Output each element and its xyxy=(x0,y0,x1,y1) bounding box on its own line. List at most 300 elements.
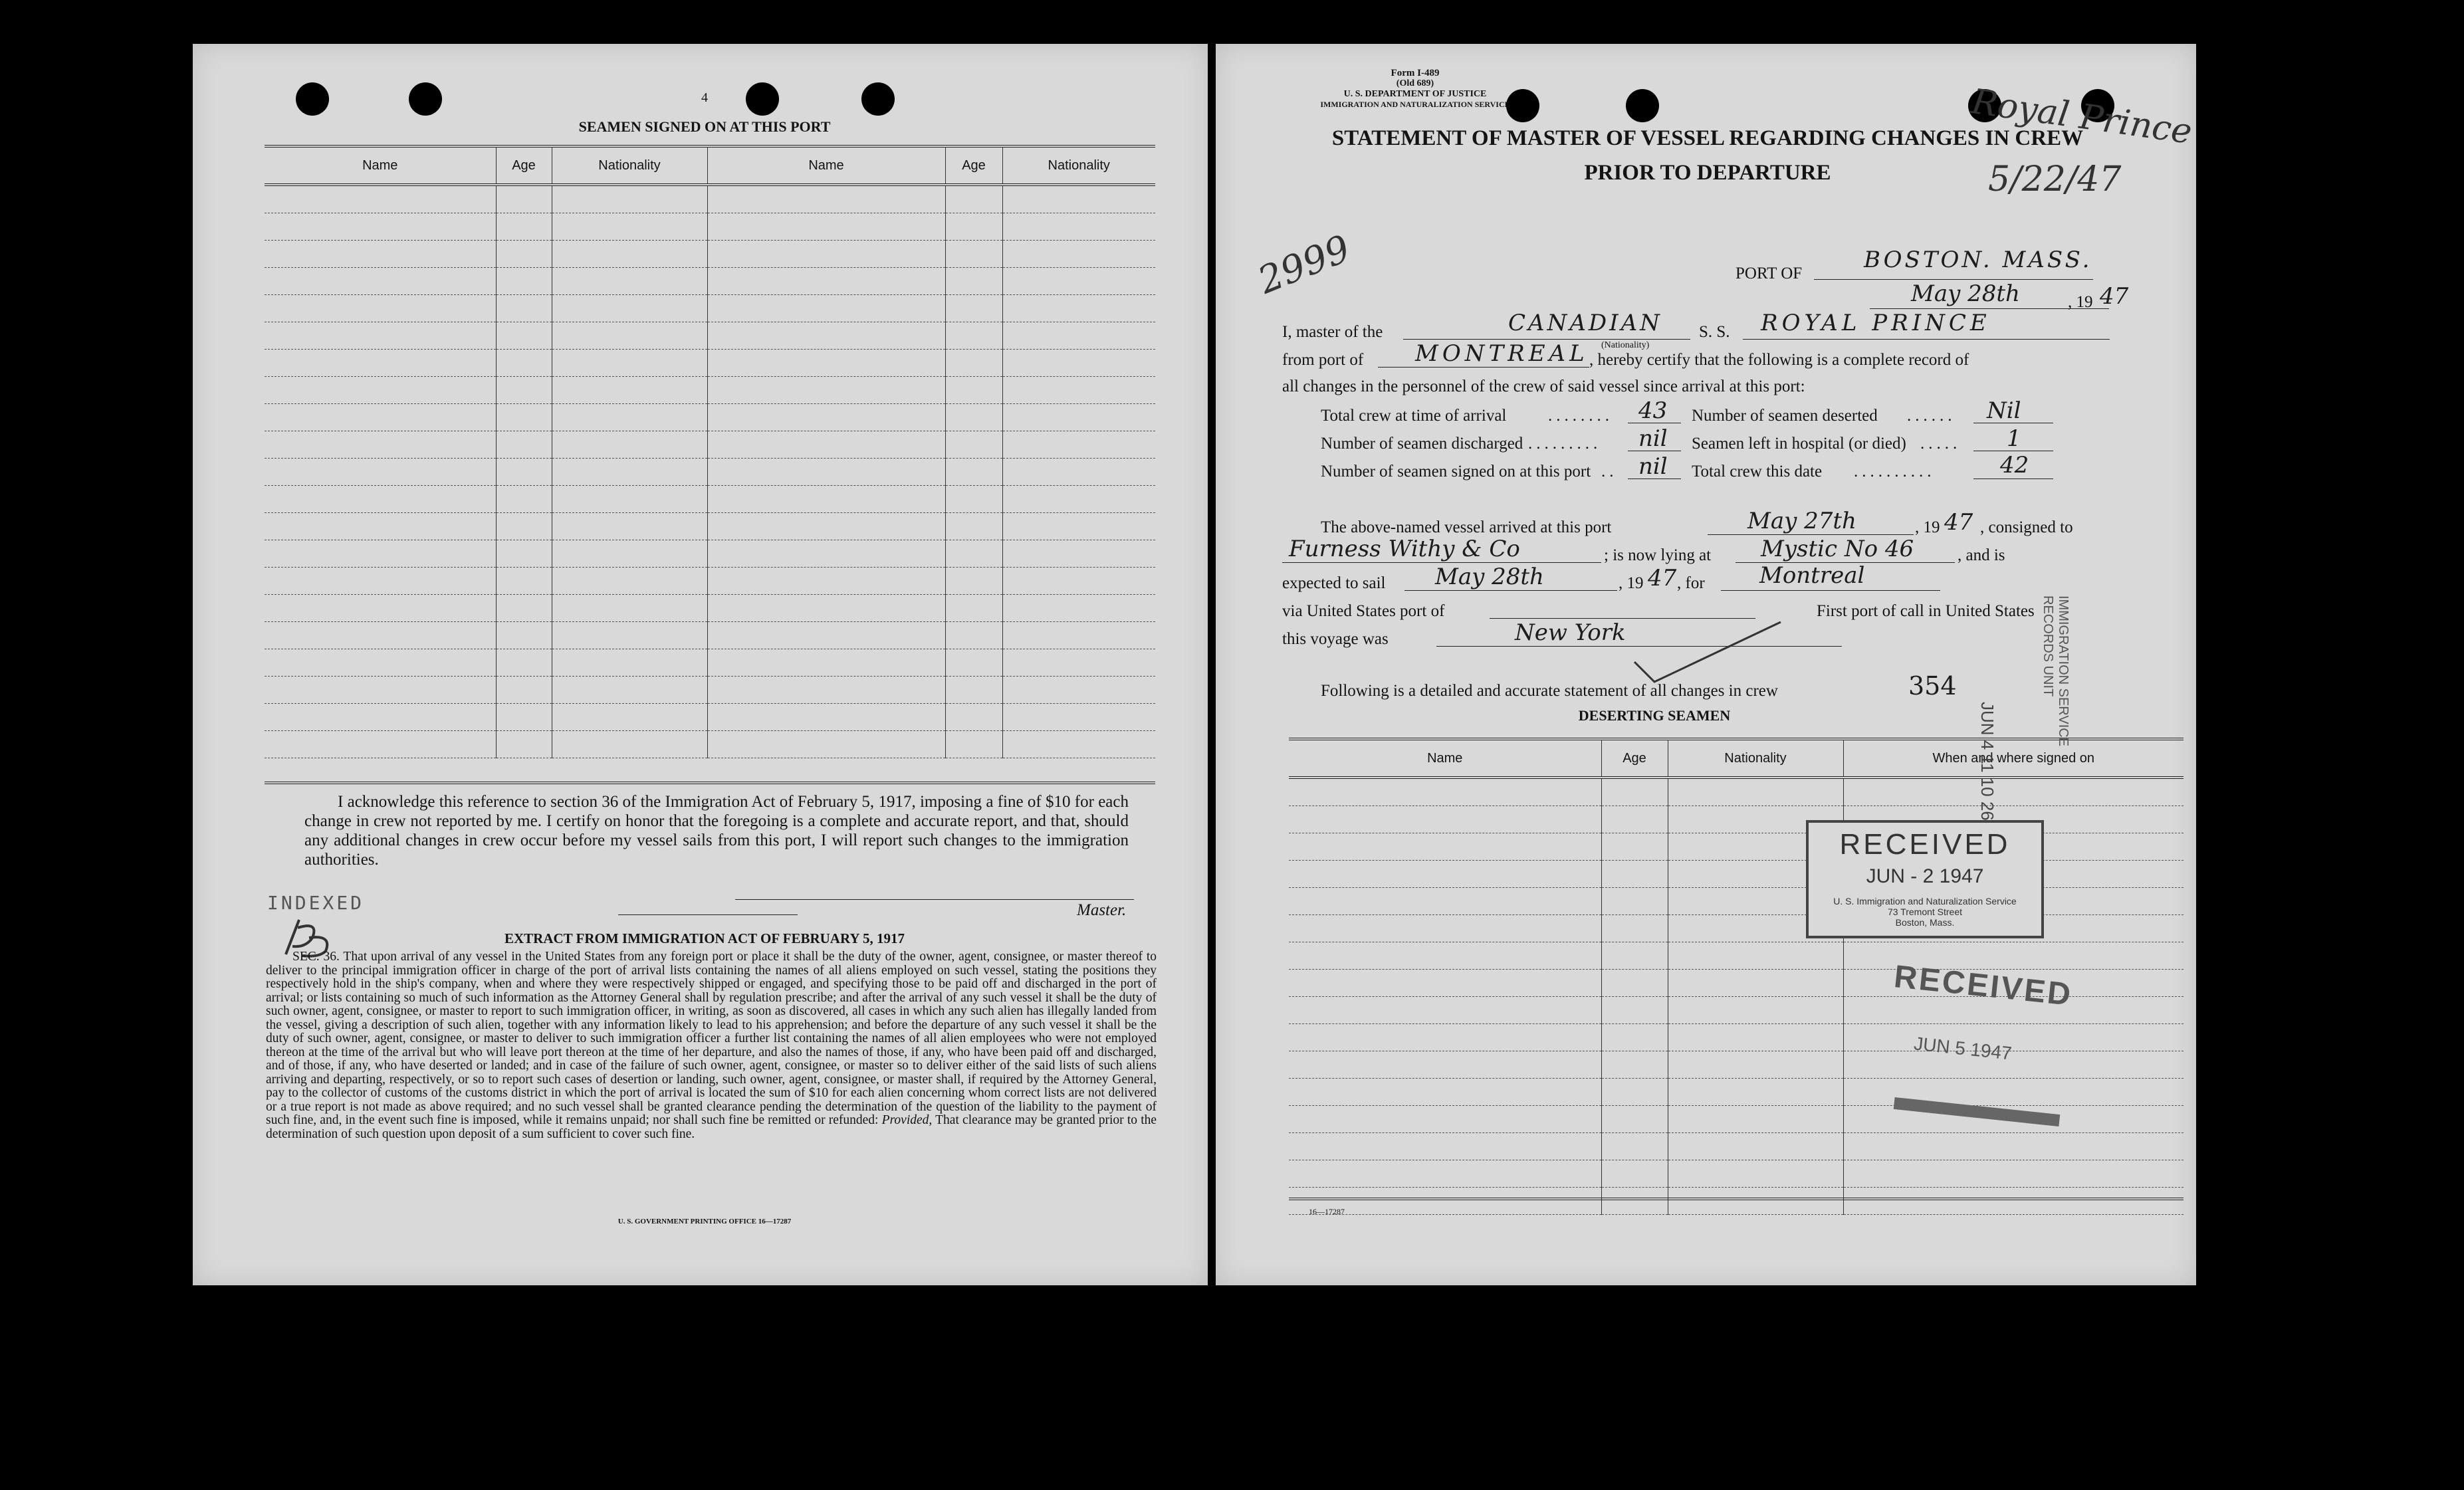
table-cell xyxy=(1002,322,1155,350)
table-cell xyxy=(945,513,1002,540)
table-cell xyxy=(496,540,552,568)
ship-value: ROYAL PRINCE xyxy=(1761,310,1991,336)
table-cell xyxy=(496,404,552,431)
table-cell xyxy=(1289,915,1601,942)
table-cell xyxy=(1668,1051,1843,1079)
table-cell xyxy=(1843,1160,2184,1188)
punch-hole xyxy=(746,82,779,116)
seamen-signed-table xyxy=(265,145,1155,758)
table-cell xyxy=(1843,1024,2184,1051)
table-cell xyxy=(1843,778,2184,806)
table-cell xyxy=(496,513,552,540)
underline xyxy=(1282,562,1601,563)
underline xyxy=(1403,339,1690,340)
table-cell xyxy=(496,486,552,513)
stat-value: Nil xyxy=(1987,397,2021,424)
table-cell xyxy=(1289,1051,1601,1079)
first-port-value: New York xyxy=(1515,619,1626,646)
table-row xyxy=(265,213,1155,241)
table-cell xyxy=(496,431,552,459)
all-changes-text: all changes in the personnel of the crew of said vessel since arrival at this port: xyxy=(1282,377,1805,395)
table-row xyxy=(265,404,1155,431)
sail-date: May 28th xyxy=(1435,564,1544,590)
table-cell xyxy=(265,350,496,377)
arrived-text: The above-named vessel arrived at this port xyxy=(1321,518,1612,536)
stat-value: nil xyxy=(1638,453,1668,480)
column-header: Nationality xyxy=(1002,146,1155,185)
table-cell xyxy=(707,459,945,486)
received-stamp xyxy=(1806,820,2044,938)
department-name: U. S. DEPARTMENT OF JUSTICE xyxy=(1343,89,1487,99)
date-value: May 28th xyxy=(1911,280,2020,307)
table-row xyxy=(1289,806,2184,833)
from-port-value: MONTREAL xyxy=(1415,340,1589,367)
table-cell xyxy=(1002,513,1155,540)
table-cell xyxy=(1668,1133,1843,1160)
for-text: , for xyxy=(1677,574,1705,592)
table-cell xyxy=(707,540,945,568)
table-cell xyxy=(1002,677,1155,704)
table-cell xyxy=(1002,350,1155,377)
certify-text: , hereby certify that the following is a complete record of xyxy=(1589,351,1969,369)
table-cell xyxy=(1601,1188,1668,1215)
underline xyxy=(1708,534,1914,535)
table-cell xyxy=(1601,997,1668,1024)
table-cell xyxy=(945,268,1002,295)
sail-year: 47 xyxy=(1648,565,1677,591)
seamen-signed-title: SEAMEN SIGNED ON AT THIS PORT xyxy=(578,118,831,135)
underline xyxy=(1721,590,1940,591)
stat-value: nil xyxy=(1638,425,1668,452)
handwritten-date: 5/22/47 xyxy=(1988,160,2122,199)
underline xyxy=(1814,279,2093,280)
stamp-date: JUN - 2 1947 xyxy=(1866,865,1984,887)
table-cell xyxy=(496,241,552,268)
following-text: Following is a detailed and accurate statement of all changes in crew xyxy=(1321,682,1778,700)
table-cell xyxy=(707,377,945,404)
table-cell xyxy=(1289,833,1601,861)
consigned-text: , consigned to xyxy=(1980,518,2073,536)
table-cell xyxy=(1002,241,1155,268)
underline xyxy=(1743,339,2110,340)
table-cell xyxy=(1668,1079,1843,1106)
year-value: 47 xyxy=(2100,283,2129,310)
column-header: Age xyxy=(496,146,552,185)
table-cell xyxy=(552,595,707,622)
table-cell xyxy=(265,513,496,540)
table-cell xyxy=(707,731,945,758)
table-cell xyxy=(1002,268,1155,295)
table-cell xyxy=(552,622,707,649)
table-cell xyxy=(265,185,496,213)
table-row xyxy=(265,731,1155,758)
table-row xyxy=(1289,888,2184,915)
ss-label: S. S. xyxy=(1699,323,1730,341)
table-cell xyxy=(945,595,1002,622)
punch-hole xyxy=(409,82,442,116)
stat-dots: ..... xyxy=(1920,435,1961,453)
table-cell xyxy=(707,677,945,704)
table-cell xyxy=(945,540,1002,568)
table-cell xyxy=(496,677,552,704)
extract-section-label: SEC. 36. xyxy=(292,950,340,964)
table-cell xyxy=(1601,1133,1668,1160)
table-row xyxy=(1289,833,2184,861)
table-row xyxy=(265,486,1155,513)
stat-dots: .......... xyxy=(1854,463,1936,480)
table-cell xyxy=(1668,1188,1843,1215)
arrived-year: 47 xyxy=(1944,509,1973,536)
table-cell xyxy=(265,431,496,459)
table-cell xyxy=(1002,731,1155,758)
voyage-text: this voyage was xyxy=(1282,630,1389,648)
table-cell xyxy=(1002,459,1155,486)
table-row xyxy=(1289,1160,2184,1188)
table-row xyxy=(265,185,1155,213)
table-cell xyxy=(945,404,1002,431)
table-row xyxy=(265,677,1155,704)
table-cell xyxy=(1002,185,1155,213)
year-prefix: , 19 xyxy=(2068,293,2093,311)
table-cell xyxy=(265,731,496,758)
column-header: Name xyxy=(1289,739,1601,778)
table-cell xyxy=(707,704,945,731)
table-cell xyxy=(552,649,707,677)
table-cell xyxy=(1289,778,1601,806)
via-text: via United States port of xyxy=(1282,602,1445,620)
table-cell xyxy=(1002,431,1155,459)
port-of-label: PORT OF xyxy=(1736,265,1803,282)
table-row xyxy=(1289,1051,2184,1079)
table-row xyxy=(265,241,1155,268)
table-cell xyxy=(945,241,1002,268)
table-cell xyxy=(552,322,707,350)
column-header: Age xyxy=(1601,739,1668,778)
table-cell xyxy=(552,540,707,568)
first-port-text: First port of call in United States xyxy=(1817,602,2035,620)
table-cell xyxy=(1289,1133,1601,1160)
underline xyxy=(1404,590,1617,591)
table-cell xyxy=(707,431,945,459)
table-cell xyxy=(496,595,552,622)
table-header-row xyxy=(265,146,1155,185)
column-header: Nationality xyxy=(1668,739,1843,778)
form-subtitle: PRIOR TO DEPARTURE xyxy=(1584,161,1831,185)
table-cell xyxy=(945,459,1002,486)
table-cell xyxy=(265,377,496,404)
stat-dots: .. xyxy=(1601,463,1618,480)
stat-label: Seamen left in hospital (or died) xyxy=(1692,435,1906,453)
and-is-text: , and is xyxy=(1958,546,2005,564)
stat-dots: ........ xyxy=(1548,407,1613,425)
table-row xyxy=(1289,1188,2184,1215)
table-cell xyxy=(1002,404,1155,431)
table-cell xyxy=(552,486,707,513)
table-cell xyxy=(1002,295,1155,322)
table-cell xyxy=(496,459,552,486)
table-cell xyxy=(265,295,496,322)
table-cell xyxy=(552,350,707,377)
page-number: 4 xyxy=(701,90,708,105)
arrived-date: May 27th xyxy=(1747,508,1856,534)
table-cell xyxy=(707,241,945,268)
table-row xyxy=(265,622,1155,649)
table-row xyxy=(265,322,1155,350)
table-cell xyxy=(1289,970,1601,997)
table-cell xyxy=(552,568,707,595)
punch-hole xyxy=(296,82,329,116)
stat-dots: ...... xyxy=(1907,407,1956,425)
table-cell xyxy=(496,213,552,241)
table-cell xyxy=(1668,970,1843,997)
table-cell xyxy=(707,595,945,622)
table-row xyxy=(265,459,1155,486)
form-title: STATEMENT OF MASTER OF VESSEL REGARDING CHANGES IN CREW xyxy=(1331,126,2084,150)
table-cell xyxy=(552,213,707,241)
column-header: When and where signed on xyxy=(1843,739,2184,778)
stamp-line: 73 Tremont Street xyxy=(1887,906,1963,917)
table-cell xyxy=(552,513,707,540)
stamp-line: U. S. Immigration and Naturalization Service xyxy=(1833,896,2017,906)
table-cell xyxy=(552,268,707,295)
table-cell xyxy=(265,568,496,595)
table-cell xyxy=(496,568,552,595)
column-header: Name xyxy=(707,146,945,185)
table-cell xyxy=(707,213,945,241)
table-cell xyxy=(1002,540,1155,568)
expected-text: expected to sail xyxy=(1282,574,1386,592)
table-cell xyxy=(1002,704,1155,731)
master-label: Master. xyxy=(1077,901,1127,919)
table-cell xyxy=(1668,1160,1843,1188)
table-row xyxy=(265,377,1155,404)
deserting-seamen-title: DESERTING SEAMEN xyxy=(1578,707,1731,724)
table-cell xyxy=(1601,861,1668,888)
table-row xyxy=(1289,1024,2184,1051)
table-row xyxy=(265,350,1155,377)
table-cell xyxy=(1843,1133,2184,1160)
port-value: BOSTON. MASS. xyxy=(1864,247,2092,273)
table-cell xyxy=(265,486,496,513)
table-cell xyxy=(496,295,552,322)
table-cell xyxy=(552,677,707,704)
table-cell xyxy=(1002,622,1155,649)
left-page xyxy=(193,44,1208,1285)
table-cell xyxy=(1601,888,1668,915)
from-port-label: from port of xyxy=(1282,351,1364,369)
table-cell xyxy=(265,459,496,486)
table-cell xyxy=(707,268,945,295)
table-cell xyxy=(707,295,945,322)
table-cell xyxy=(1601,778,1668,806)
table-cell xyxy=(1289,1079,1601,1106)
old-form-number: (Old 689) xyxy=(1396,78,1434,88)
table-cell xyxy=(265,241,496,268)
extract-provided: Provided, xyxy=(881,1113,933,1127)
table-cell xyxy=(552,404,707,431)
stamp-line: Boston, Mass. xyxy=(1895,917,1955,928)
table-cell xyxy=(265,677,496,704)
table-cell xyxy=(1002,649,1155,677)
nationality-value: CANADIAN xyxy=(1508,310,1662,336)
stamp-title: RECEIVED xyxy=(1839,828,2011,861)
table-row xyxy=(1289,1133,2184,1160)
extract-text xyxy=(266,950,1157,1141)
table-cell xyxy=(496,622,552,649)
table-cell xyxy=(265,213,496,241)
handwritten-file-number: 2999 xyxy=(1252,227,1357,303)
table-cell xyxy=(707,486,945,513)
table-cell xyxy=(1289,1106,1601,1133)
table-bottom-rule xyxy=(1289,1198,2184,1200)
destination-value: Montreal xyxy=(1759,562,1865,589)
table-cell xyxy=(496,731,552,758)
table-cell xyxy=(1668,942,1843,970)
table-cell xyxy=(552,431,707,459)
table-cell xyxy=(1601,1051,1668,1079)
table-cell xyxy=(1601,942,1668,970)
table-cell xyxy=(496,322,552,350)
extract-title: EXTRACT FROM IMMIGRATION ACT OF FEBRUARY 5, 1917 xyxy=(504,930,905,946)
stat-value: 1 xyxy=(2007,425,2021,452)
table-row xyxy=(1289,942,2184,970)
table-cell xyxy=(945,677,1002,704)
table-cell xyxy=(265,622,496,649)
indexed-stamp: INDEXED xyxy=(267,892,365,914)
table-row xyxy=(1289,861,2184,888)
extract-body: That upon arrival of any vessel in the United States from any foreign port or place it shall be the duty of the owner, agent, consignee, or master thereof to deliver to the principal immigration officer in charge of the port of arrival lists containing the names of all aliens employed on such vessel, stating the positions they respectively hold in the ship's company, when and where they were respectively shipped or engaged, and specifying those to be paid off and discharged in the port of arrival; or lists containing so much of such information as the Attorney General shall by regulation prescribe; and after the arrival of any such vessel it shall be the duty of such owner, agent, consignee, or master to report to such immigration officer, in writing, as soon as discovered, all cases in which any such alien has illegally landed from the vessel, giving a description of such alien, together with any information likely to lead to his apprehension; and before the departure of any such vessel it shall be the duty of such owner, agent, consignee, or master to deliver to such immigration officer a further list containing the names of all alien employees who were not employed thereon at the time of the arrival but who will leave port thereon at the time of her departure, and also the names of those, if any, who have been paid off and discharged, and of those, if any, who have deserted or landed; and in case of the failure of such owner, agent, consignee, or master so to deliver either of the said lists of such aliens arriving and departing, respectively, or so to report such cases of desertion or landing, such owner, agent, consignee, or master shall, if required by the Attorney General, pay to the collector of customs of the customs district in which the port of arrival is located the sum of $10 for each alien concerning whom correct lists are not delivered or a true report is not made as above required; and no such vessel shall be granted clearance pending the determination of the question of the liability to the payment of such fine, and, in the event such fine is imposed, while it remains unpaid; nor shall such fine be remitted or refunded: xyxy=(266,950,1157,1127)
extract-end: That clearance may be granted prior to the determination of such question upon deposit of a sum sufficient to cover such fine. xyxy=(266,1113,1157,1141)
table-cell xyxy=(1601,1106,1668,1133)
received-stamp-2: RECEIVED xyxy=(1892,959,2074,1013)
column-header: Name xyxy=(265,146,496,185)
table-cell xyxy=(945,377,1002,404)
table-cell xyxy=(496,350,552,377)
table-cell xyxy=(707,322,945,350)
table-cell xyxy=(496,377,552,404)
table-cell xyxy=(945,213,1002,241)
stat-label: Number of seamen discharged xyxy=(1321,435,1523,453)
table-row xyxy=(265,431,1155,459)
handwritten-ship-name: Royal Prince xyxy=(1969,82,2195,152)
nationality-caption: (Nationality) xyxy=(1601,340,1650,350)
side-date-stamp: JUN 4 11 10 26 xyxy=(1977,702,1997,821)
printing-office-footer: U. S. GOVERNMENT PRINTING OFFICE 16—17287 xyxy=(617,1218,792,1225)
table-row xyxy=(265,295,1155,322)
received-stamp-2-date: JUN 5 1947 xyxy=(1912,1033,2013,1064)
table-cell xyxy=(1289,861,1601,888)
table-cell xyxy=(945,350,1002,377)
table-cell xyxy=(707,185,945,213)
stat-label: Total crew at time of arrival xyxy=(1321,407,1507,425)
stat-value: 42 xyxy=(2000,452,2029,479)
table-cell xyxy=(265,649,496,677)
table-cell xyxy=(1601,1079,1668,1106)
table-cell xyxy=(1843,1188,2184,1215)
table-row xyxy=(265,268,1155,295)
table-cell xyxy=(945,622,1002,649)
table-row xyxy=(265,540,1155,568)
table-cell xyxy=(707,568,945,595)
table-cell xyxy=(707,513,945,540)
table-row xyxy=(1289,915,2184,942)
table-bottom-rule xyxy=(265,782,1155,784)
table-cell xyxy=(1289,806,1601,833)
table-cell xyxy=(552,185,707,213)
table-row xyxy=(1289,1079,2184,1106)
footer-code: 16—17287 xyxy=(1309,1207,1345,1216)
table-cell xyxy=(1002,377,1155,404)
table-cell xyxy=(1601,915,1668,942)
table-cell xyxy=(1668,778,1843,806)
table-cell xyxy=(552,731,707,758)
stat-dots: ......... xyxy=(1528,435,1602,453)
table-cell xyxy=(1289,1160,1601,1188)
table-cell xyxy=(945,704,1002,731)
table-cell xyxy=(945,731,1002,758)
acknowledgement-text: I acknowledge this reference to section 36 of the Immigration Act of February 5, 1917, imposing a fine of $10 for each change in crew not reported by me. I certify on honor that the foregoing is a complete and accurate report, and that, should any additional changes in crew occur before my vessel sails from this port, I will report such changes to the immigration authorities. xyxy=(304,793,1129,869)
table-cell xyxy=(265,540,496,568)
stat-label: Number of seamen signed on at this port xyxy=(1321,463,1591,480)
table-cell xyxy=(1668,1024,1843,1051)
table-cell xyxy=(552,377,707,404)
table-cell xyxy=(1601,833,1668,861)
table-cell xyxy=(265,595,496,622)
table-row xyxy=(265,704,1155,731)
table-cell xyxy=(496,185,552,213)
table-cell xyxy=(707,350,945,377)
table-cell xyxy=(1668,1106,1843,1133)
handwritten-354: 354 xyxy=(1908,671,1957,700)
table-cell xyxy=(945,185,1002,213)
column-header: Age xyxy=(945,146,1002,185)
table-cell xyxy=(707,649,945,677)
right-page: Form I-489 (Old 689) U. S. DEPARTMENT OF JUSTICE IMMIGRATION AND NATURALIZATION SERVICE STATEMENT OF MASTER OF VESSEL REGARDING CHANGES IN CREW PRIOR TO DEPARTURE Royal Prince 5/22/47 2999 PORT OF BOSTON. MASS. May 28th , 19 47 I, master of the CANADIAN (Nationality) S. S. ROYAL PRINCE from port of MONTREAL , hereby certify that the following is a complete record of all changes in the personnel of the crew of said vessel since arrival at this port: Total crew at time of arrival ........ 43 Number of seamen deserted ...... Nil Number of seamen discharged ......... nil Seamen left in hospital (or died) ..... 1 Number of seamen signed on at this port .. nil Total crew this date .......... 42 The above-named vessel arrived at this port May 27th , 19 47 , consigned to Furness Withy & Co ; is now lying at Mystic No 46 , and is expected to sail May 28th , 19 47 , for Montreal via United States port of First port of call in United States this voyage was New York Following is a detailed and accurate statement of all changes in crew 354 DESERTING SEAMEN Name Age Nationality When and where signed on RECEIVED JUN - 2 1947 U. S. Immigration and Naturalization Service 73 Tremont Street Boston, Mass. RECEIVED JUN 5 1947 JUN 4 11 10 26 IMMIGRATION SERVICE RECORDS UNIT 16—17287 xyxy=(1216,44,2196,1285)
stat-value: 43 xyxy=(1638,397,1668,424)
master-signature-line xyxy=(735,899,1134,900)
table-cell xyxy=(945,649,1002,677)
table-cell xyxy=(1002,595,1155,622)
table-cell xyxy=(707,404,945,431)
table-cell xyxy=(1002,486,1155,513)
table-row xyxy=(265,649,1155,677)
table-cell xyxy=(945,322,1002,350)
table-cell xyxy=(552,704,707,731)
service-name: IMMIGRATION AND NATURALIZATION SERVICE xyxy=(1320,100,1510,109)
column-header: Nationality xyxy=(552,146,707,185)
table-cell xyxy=(265,268,496,295)
side-service-stamp: IMMIGRATION SERVICE RECORDS UNIT xyxy=(2041,595,2071,747)
divider-line xyxy=(618,914,798,915)
table-cell xyxy=(1843,942,2184,970)
master-of-label: I, master of the xyxy=(1282,323,1383,341)
table-cell xyxy=(265,704,496,731)
stat-label: Total crew this date xyxy=(1692,463,1823,480)
underline xyxy=(1378,367,1589,368)
table-cell xyxy=(1601,806,1668,833)
table-cell xyxy=(707,622,945,649)
table-cell xyxy=(496,268,552,295)
table-cell xyxy=(1289,942,1601,970)
table-cell xyxy=(496,704,552,731)
table-cell xyxy=(1601,970,1668,997)
table-cell xyxy=(1289,997,1601,1024)
table-cell xyxy=(265,322,496,350)
table-cell xyxy=(1601,1160,1668,1188)
table-row xyxy=(265,568,1155,595)
table-cell xyxy=(1289,1024,1601,1051)
lying-at-value: Mystic No 46 xyxy=(1761,536,1914,562)
